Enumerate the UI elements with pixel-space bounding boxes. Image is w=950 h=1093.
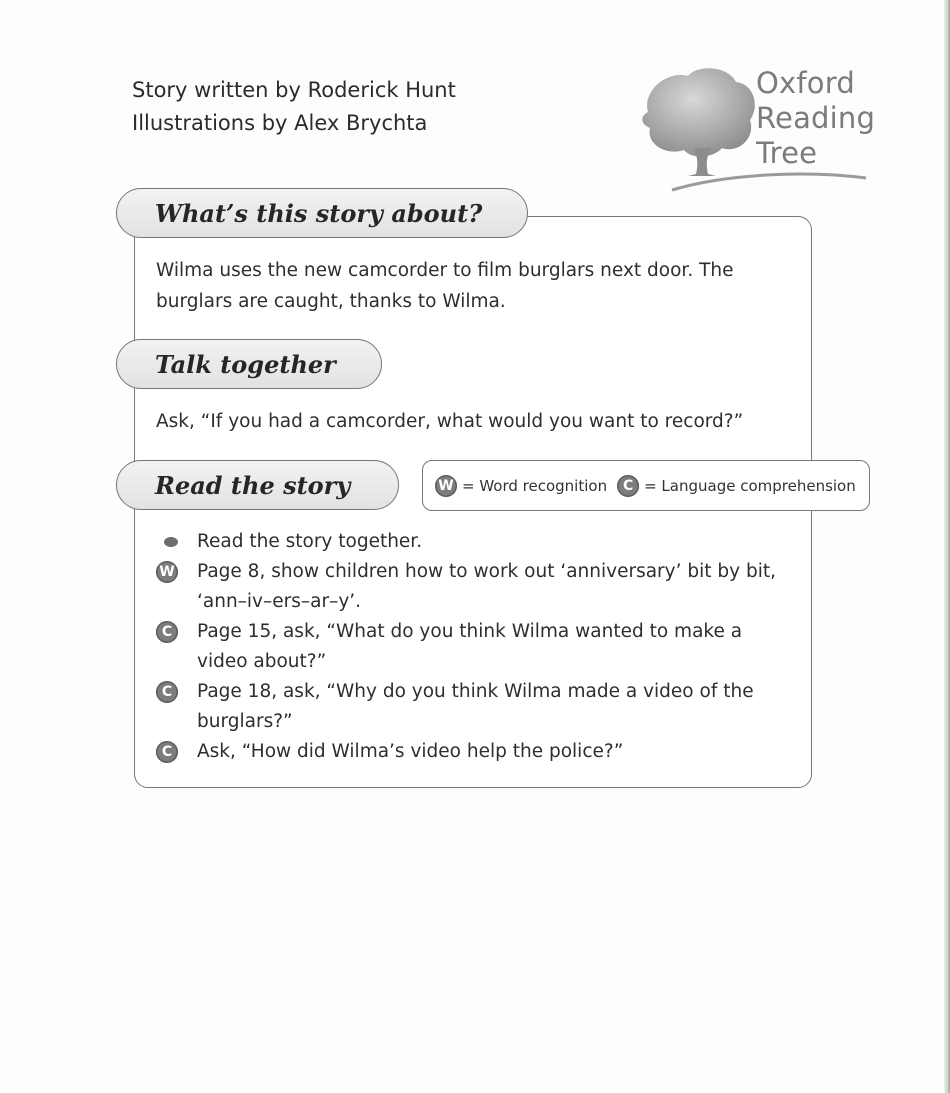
talk-heading-tab [116, 339, 382, 389]
list-item [156, 617, 796, 677]
read-heading-tab [116, 460, 399, 510]
credits [132, 74, 456, 140]
c-badge-icon: C [617, 475, 639, 497]
list-item-text: Ask, “How did Wilma’s video help the police?” [197, 741, 624, 762]
list-item-text: Read the story together. [197, 531, 423, 552]
logo-word-tree: Tree [756, 136, 818, 170]
c-badge-icon: C [156, 681, 178, 703]
c-badge-icon: C [156, 741, 178, 763]
list-item [156, 737, 796, 767]
list-item-text: Page 15, ask, “What do you think Wilma wanted to make a video about?” [197, 621, 743, 672]
talk-heading: Talk together [155, 349, 336, 379]
c-key-label: = Language comprehension [644, 476, 856, 495]
list-item [156, 527, 796, 557]
w-key-label: = Word recognition [462, 476, 608, 495]
list-item [156, 677, 796, 737]
bullet-icon [164, 537, 178, 547]
author-credit: Story written by Roderick Hunt [132, 78, 456, 102]
w-badge-icon: W [156, 561, 178, 583]
list-item-text: Page 8, show children how to work out ‘anniversary’ bit by bit, ‘ann–iv–ers–ar–y’. [197, 561, 776, 612]
read-heading: Read the story [155, 470, 351, 500]
talk-text: Ask, “If you had a camcorder, what would you want to record?” [156, 411, 744, 432]
w-badge-icon: W [435, 475, 457, 497]
skills-key [422, 460, 870, 511]
reading-steps-list [156, 527, 796, 767]
about-text: Wilma uses the new camcorder to film burglars next door. The burglars are caught, thanks to Wilma. [156, 260, 734, 312]
logo-word-reading: Reading [756, 101, 876, 135]
about-heading: What’s this story about? [155, 198, 483, 228]
list-item-text: Page 18, ask, “Why do you think Wilma made a video of the burglars?” [197, 681, 754, 732]
oxford-reading-tree-logo [636, 62, 876, 197]
list-item [156, 557, 796, 617]
about-heading-tab [116, 188, 528, 238]
page-edge [944, 0, 950, 1093]
c-badge-icon: C [156, 621, 178, 643]
logo-word-oxford: Oxford [756, 66, 855, 100]
illustrator-credit: Illustrations by Alex Brychta [132, 111, 428, 135]
